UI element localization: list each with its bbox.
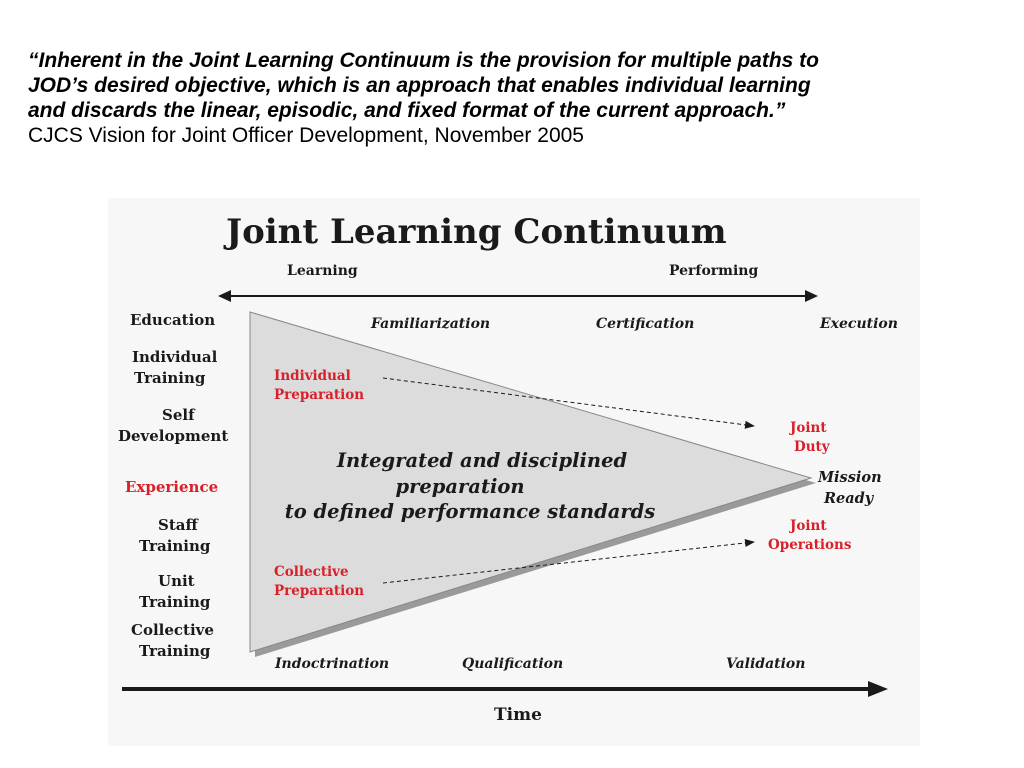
phase-validation: Validation <box>726 656 806 672</box>
diagram-svg <box>108 198 920 746</box>
phase-familiarization: Familiarization <box>371 316 491 332</box>
left-label-self: Self <box>162 406 195 424</box>
left-label-staff: Staff <box>158 516 198 534</box>
performing-label: Performing <box>669 263 759 279</box>
individual-preparation-label-1: Individual <box>274 368 351 384</box>
mission-ready-label-2: Ready <box>824 490 874 507</box>
diagram-title: Joint Learning Continuum <box>226 212 727 252</box>
collective-preparation-label-1: Collective <box>274 564 349 580</box>
quote-block <box>28 48 1008 148</box>
phase-indoctrination: Indoctrination <box>275 656 390 672</box>
quote-line-2: JOD’s desired objective, which is an approach that enables individual learning <box>28 74 811 97</box>
joint-learning-continuum-diagram <box>108 198 920 746</box>
left-label-unit: Unit <box>158 572 195 590</box>
time-label: Time <box>494 705 542 725</box>
center-text-line-1: Integrated and disciplined <box>336 449 628 472</box>
center-text-line-3: to defined performance standards <box>284 500 656 523</box>
mission-ready-label-1: Mission <box>818 469 882 486</box>
joint-duty-label-2: Duty <box>794 439 830 455</box>
quote-source: CJCS Vision for Joint Officer Development, November 2005 <box>28 124 584 147</box>
collective-preparation-label-2: Preparation <box>274 583 365 599</box>
axis-right-arrowhead-icon <box>805 290 818 302</box>
learning-label: Learning <box>287 263 358 279</box>
center-text-line-2: preparation <box>395 475 525 498</box>
left-label-development: Development <box>118 427 229 445</box>
left-label-experience: Experience <box>125 478 219 496</box>
left-label-staff-training: Training <box>139 537 211 555</box>
joint-operations-label-1: Joint <box>790 518 827 534</box>
time-arrowhead-icon <box>868 681 888 697</box>
left-label-education: Education <box>130 311 216 329</box>
individual-preparation-label-2: Preparation <box>274 387 365 403</box>
continuum-triangle <box>250 312 811 652</box>
joint-duty-label-1: Joint <box>790 420 827 436</box>
quote-text <box>28 48 1008 123</box>
quote-line-3: and discards the linear, episodic, and fixed format of the current approach.” <box>28 99 786 122</box>
left-label-collective-training: Training <box>139 642 211 660</box>
left-label-individual: Individual <box>132 348 218 366</box>
axis-left-arrowhead-icon <box>218 290 231 302</box>
left-label-unit-training: Training <box>139 593 211 611</box>
phase-execution: Execution <box>820 316 898 332</box>
quote-line-1: “Inherent in the Joint Learning Continuum is the provision for multiple paths to <box>28 49 820 72</box>
joint-operations-label-2: Operations <box>768 537 852 553</box>
phase-qualification: Qualification <box>462 656 564 672</box>
left-label-collective: Collective <box>131 621 214 639</box>
left-label-individual-training: Training <box>134 369 206 387</box>
phase-certification: Certification <box>596 316 695 332</box>
